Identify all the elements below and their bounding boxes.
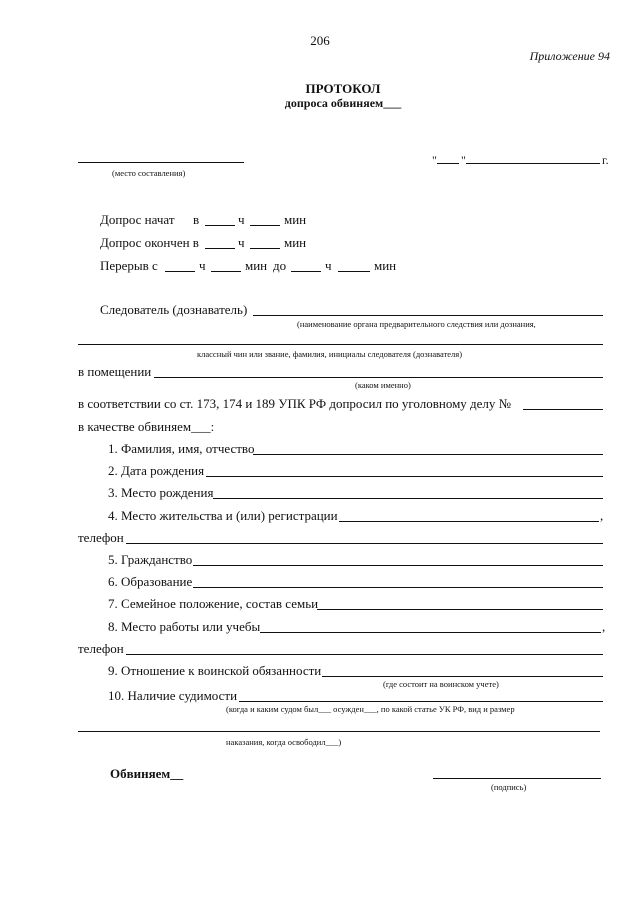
document-title: ПРОТОКОЛ — [305, 81, 381, 96]
document-subtitle: допроса обвиняем___ — [284, 96, 402, 110]
signature-caption: (подпись) — [491, 782, 527, 792]
start-h: ч — [238, 212, 245, 227]
field-family-line[interactable] — [317, 609, 603, 610]
page-number: 206 — [310, 33, 330, 48]
field-education-label: 6. Образование — [108, 574, 193, 589]
field-military-caption: (где состоит на воинском учете) — [383, 679, 499, 689]
field-residence-label: 4. Место жительства и (или) регистрации — [108, 508, 338, 523]
case-number-line[interactable] — [523, 409, 603, 410]
field-full-name-label: 1. Фамилия, имя, отчество — [108, 441, 255, 456]
legal-text: в соответствии со ст. 173, 174 и 189 УПК РФ допросил по уголовному делу № — [78, 396, 512, 411]
end-min: мин — [284, 235, 307, 250]
place-line[interactable] — [78, 162, 244, 163]
break-from-min-line[interactable] — [211, 271, 241, 272]
investigator-line-2[interactable] — [78, 344, 603, 345]
field-education-line[interactable] — [193, 587, 603, 588]
break-from-h: ч — [199, 258, 206, 273]
start-min-line[interactable] — [250, 225, 280, 226]
break-from-hour-line[interactable] — [165, 271, 195, 272]
field-birth-date-line[interactable] — [206, 476, 603, 477]
phone-line-1[interactable] — [126, 543, 603, 544]
field-citizenship-label: 5. Гражданство — [108, 552, 193, 567]
end-min-line[interactable] — [250, 248, 280, 249]
investigator-caption-1: (наименование органа предварительного следствия или дознания, — [297, 319, 536, 329]
field-conviction-line-2[interactable] — [78, 731, 600, 732]
field-conviction-caption-1: (когда и каким судом был___ осужден___, по какой статье УК РФ, вид и размер — [226, 704, 515, 714]
field-military-label: 9. Отношение к воинской обязанности — [108, 663, 322, 678]
investigator-line[interactable] — [253, 315, 603, 316]
accused-signature-label: Обвиняем__ — [110, 766, 184, 781]
field-conviction-caption-2: наказания, когда освободил___) — [226, 737, 342, 747]
field-work-label: 8. Место работы или учебы — [108, 619, 261, 634]
break-to-hour-line[interactable] — [291, 271, 321, 272]
end-hour-line[interactable] — [205, 248, 235, 249]
field-military-line[interactable] — [322, 676, 603, 677]
field-birth-place-label: 3. Место рождения — [108, 485, 214, 500]
start-label: Допрос начат — [100, 212, 175, 227]
field-full-name-line[interactable] — [253, 454, 603, 455]
field-work-line[interactable] — [260, 632, 601, 633]
field-birth-place-line[interactable] — [213, 498, 603, 499]
field-residence-comma: , — [600, 508, 604, 523]
start-hour-line[interactable] — [205, 225, 235, 226]
break-label: Перерыв с — [100, 258, 158, 273]
field-conviction-line[interactable] — [239, 701, 603, 702]
field-citizenship-line[interactable] — [193, 565, 603, 566]
date-month-line[interactable] — [466, 163, 600, 164]
field-residence-line[interactable] — [339, 521, 599, 522]
field-work-comma: , — [602, 619, 606, 634]
break-to: до — [273, 258, 287, 273]
break-to-h: ч — [325, 258, 332, 273]
break-from-min: мин — [245, 258, 268, 273]
phone-line-2[interactable] — [126, 654, 603, 655]
date-quote-open: " — [432, 153, 437, 167]
break-to-min-line[interactable] — [338, 271, 370, 272]
phone-label-1: телефон — [78, 530, 124, 545]
appendix-label: Приложение 94 — [529, 49, 610, 63]
place-caption: (место составления) — [112, 168, 186, 178]
phone-label-2: телефон — [78, 641, 124, 656]
field-birth-date-label: 2. Дата рождения — [108, 463, 205, 478]
signature-line[interactable] — [433, 778, 601, 779]
investigator-label: Следователь (дознаватель) — [100, 302, 248, 317]
date-quote-close: " — [461, 153, 466, 167]
end-label: Допрос окончен в — [100, 235, 199, 250]
field-family-label: 7. Семейное положение, состав семьи — [108, 596, 319, 611]
premises-line[interactable] — [154, 377, 603, 378]
start-min: мин — [284, 212, 307, 227]
date-day-line[interactable] — [437, 163, 459, 164]
premises-label: в помещении — [78, 364, 152, 379]
start-in: в — [193, 212, 200, 227]
break-to-min: мин — [374, 258, 397, 273]
premises-caption: (каком именно) — [355, 380, 411, 390]
field-conviction-label: 10. Наличие судимости — [108, 688, 238, 703]
end-h: ч — [238, 235, 245, 250]
as-accused-label: в качестве обвиняем___: — [78, 419, 215, 434]
year-suffix: г. — [602, 153, 609, 167]
investigator-caption-2: классный чин или звание, фамилия, инициалы следователя (дознавателя) — [197, 349, 463, 359]
